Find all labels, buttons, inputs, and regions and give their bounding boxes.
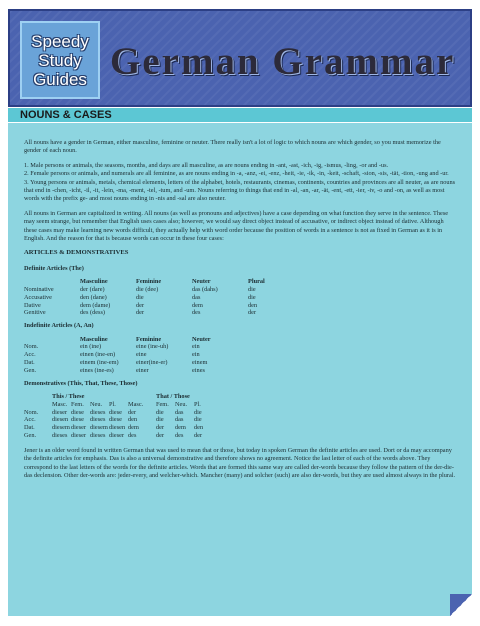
table-cell: eine (ine-uh) bbox=[136, 343, 169, 351]
section-band-label: NOUNS & CASES bbox=[20, 109, 112, 121]
table-header: Feminine bbox=[136, 335, 162, 343]
table-cell: Gen. bbox=[24, 366, 37, 374]
table-cell: einer(ine-er) bbox=[136, 359, 168, 367]
table-cell bbox=[24, 401, 52, 409]
table-header-row bbox=[24, 336, 248, 344]
table-row bbox=[24, 343, 248, 351]
table-row bbox=[24, 286, 308, 294]
table-cell: dieser bbox=[71, 432, 87, 440]
demonstratives-table bbox=[24, 393, 213, 440]
table-cell: dem bbox=[192, 301, 203, 309]
header-banner bbox=[8, 9, 472, 107]
table-row bbox=[24, 416, 213, 424]
demonstratives-title: Demonstratives (This, That, These, Those) bbox=[24, 379, 138, 387]
table-row bbox=[24, 424, 213, 432]
table-cell: ein (ine) bbox=[80, 343, 102, 351]
table-cell: des bbox=[128, 432, 137, 440]
group-header-that-those: That / Those bbox=[156, 393, 190, 401]
table-cell: diese bbox=[109, 408, 122, 416]
table-cell: diesem bbox=[90, 424, 108, 432]
definite-articles-title: Definite Articles (The) bbox=[24, 264, 84, 272]
table-row bbox=[24, 409, 213, 417]
table-cell: einer bbox=[136, 366, 149, 374]
table-cell: der (dare) bbox=[80, 286, 105, 294]
table-cell: dem bbox=[128, 424, 139, 432]
table-cell: den (dane) bbox=[80, 293, 107, 301]
table-row bbox=[24, 302, 308, 310]
logo-line-1: Speedy bbox=[31, 31, 89, 51]
table-cell: die bbox=[194, 416, 202, 424]
table-row bbox=[24, 294, 308, 302]
table-cell: des bbox=[175, 432, 184, 440]
table-cell: den bbox=[128, 416, 138, 424]
table-cell: der bbox=[156, 432, 165, 440]
intro-rule-1: 1. Male persons or animals, the seasons, months, and days are all masculine, as are nouns ending in -ant, -ast, -ich, -ig, -ismus, -ling, -or and -us. bbox=[24, 161, 389, 169]
table-cell: der bbox=[248, 309, 257, 317]
table-row bbox=[24, 309, 308, 317]
table-cell: die bbox=[156, 416, 164, 424]
table-header: Fem. bbox=[71, 400, 84, 408]
intro-rule-2: 2. Female persons or animals, and numerals are all feminine, as are nouns ending in -a, -anz, -ei, -enz, -heit, -ie, -ik, -in, -keit, -schaft, -sion, -sis, -tät, -tion, -ung and -ur. bbox=[24, 170, 449, 178]
table-cell: Dat. bbox=[24, 359, 35, 367]
table-header: Pl. bbox=[194, 400, 201, 408]
table-row bbox=[24, 359, 248, 367]
table-cell: das bbox=[175, 416, 184, 424]
table-cell: diese bbox=[109, 416, 122, 424]
table-cell: die bbox=[194, 408, 202, 416]
content bbox=[24, 139, 458, 486]
articles-section-title: ARTICLES & DEMONSTRATIVES bbox=[24, 249, 129, 257]
table-header: Neu. bbox=[90, 400, 103, 408]
table-row bbox=[24, 351, 248, 359]
definite-articles-table bbox=[24, 278, 308, 317]
table-header: Feminine bbox=[136, 278, 162, 286]
intro-rule-3: 3. Young persons or animals, metals, chemical elements, letters of the alphabet, hotels, restaurants, cinemas, continents, countries and provinces are all neuter, as are nouns that end in -chen, -icht, -il, -it, -lein, -ma, -ment, -tel, -tum, and -um. Nouns referring to things that end in -al, -an, -ar, -ät, -ent, -ett, -ier, -iv, -o and -on, as well as most words with the prefix ge- and most nouns ending in -nis and -sal are also neuter. bbox=[24, 178, 456, 203]
table-cell: den bbox=[194, 424, 204, 432]
table-cell: dieser bbox=[109, 432, 125, 440]
table-cell bbox=[24, 393, 52, 401]
table-cell: dem bbox=[175, 424, 186, 432]
table-header bbox=[24, 336, 80, 344]
table-header bbox=[24, 278, 80, 286]
table-cell: eines bbox=[192, 366, 205, 374]
table-header: Neuter bbox=[192, 278, 211, 286]
table-cell: einen (ine-en) bbox=[80, 351, 116, 359]
table-cell: Nominative bbox=[24, 286, 54, 294]
closing-paragraph: Jener is an older word found in written German that was used to mean that or those, but today in spoken German the definite articles are used. Dort or da may accompany the definite articles for emphasis. Das is also a universal demonstrative and therefore shows no agreement. Notice the last letter of each of the words above. They correspond to the last letters of the words for the definite articles. Words that are formed this same way are called der-words because they follow the pattern of the der-die-das declension. Other der-words are: jeder-every, and welcher-which. Mancher (many) and solcher (such) are also der-words, but they are used almost always in the plural. bbox=[24, 446, 456, 480]
page-title: German Grammar bbox=[110, 40, 456, 83]
logo-line-2: Study bbox=[38, 50, 82, 70]
table-header: Fem. bbox=[156, 400, 169, 408]
table-cell: die bbox=[248, 286, 256, 294]
table-cell: diesem bbox=[52, 424, 70, 432]
table-cell: ein bbox=[192, 351, 200, 359]
table-cell: der bbox=[156, 424, 165, 432]
table-header-row bbox=[24, 401, 213, 409]
table-cell: ein bbox=[192, 343, 200, 351]
table-cell: einem bbox=[192, 359, 208, 367]
table-cell: Nom. bbox=[24, 408, 39, 416]
table-cell: dieses bbox=[90, 432, 106, 440]
table-cell: des bbox=[192, 309, 201, 317]
table-cell: der bbox=[136, 301, 145, 309]
folded-corner bbox=[450, 594, 472, 616]
table-cell: diese bbox=[71, 408, 84, 416]
table-header: Masc. bbox=[52, 400, 68, 408]
table-cell: das (dahs) bbox=[192, 286, 218, 294]
table-cell: eine bbox=[136, 351, 147, 359]
table-cell: dieses bbox=[52, 432, 68, 440]
table-cell: Accusative bbox=[24, 293, 52, 301]
table-cell: Nom. bbox=[24, 343, 39, 351]
table-cell: Gen. bbox=[24, 432, 37, 440]
table-cell: des (dess) bbox=[80, 309, 106, 317]
table-cell: Acc. bbox=[24, 351, 36, 359]
table-header: Plural bbox=[248, 278, 265, 286]
table-header: Pl. bbox=[109, 400, 116, 408]
group-header-this-these: This / These bbox=[52, 393, 85, 401]
intro-paragraph-cases: All nouns in German are capitalized in writing. All nouns (as well as pronouns and adjectives) have a case depending on what function they serve in the sentence. These may seem strange, but remember that English uses cases also; however, we would say direct object instead of accusative, or indirect object instead of dative. Although these cases may make learning new words difficult, they actually help with word order because the position of words in a sentence is not as fixed in German as it is in English. And the reason for that is because words can occur in these four cases: bbox=[24, 209, 449, 243]
table-cell: der bbox=[128, 408, 137, 416]
table-cell: das bbox=[175, 408, 184, 416]
content-panel bbox=[8, 123, 472, 616]
table-cell: Dat. bbox=[24, 424, 35, 432]
indefinite-articles-table bbox=[24, 336, 248, 375]
table-cell: den bbox=[248, 301, 258, 309]
table-header-row bbox=[24, 278, 308, 286]
intro-paragraph-1: All nouns have a gender in German, either masculine, feminine or neuter. There really isn't a lot of logic to which nouns are which gender, so you must memorize the gender of each noun. bbox=[24, 139, 441, 155]
table-cell: Acc. bbox=[24, 416, 36, 424]
table-cell: dieser bbox=[52, 408, 68, 416]
table-cell: dieser bbox=[71, 424, 87, 432]
table-cell: die bbox=[248, 293, 256, 301]
table-cell: Genitive bbox=[24, 309, 46, 317]
table-header: Neuter bbox=[192, 335, 211, 343]
table-cell: diese bbox=[71, 416, 84, 424]
table-cell: dem (dame) bbox=[80, 301, 111, 309]
table-header: Masculine bbox=[80, 278, 108, 286]
table-row bbox=[24, 367, 248, 375]
section-band bbox=[8, 108, 472, 122]
table-cell: die bbox=[136, 293, 144, 301]
table-header: Masculine bbox=[80, 335, 108, 343]
table-cell: die bbox=[156, 408, 164, 416]
table-cell: dieses bbox=[90, 408, 106, 416]
table-group-row bbox=[24, 393, 213, 401]
table-cell: einem (ine-em) bbox=[80, 359, 119, 367]
logo bbox=[20, 21, 100, 99]
table-cell: dieses bbox=[90, 416, 106, 424]
table-cell bbox=[128, 393, 156, 401]
table-cell: eines (ine-es) bbox=[80, 366, 114, 374]
indefinite-articles-title: Indefinite Articles (A, An) bbox=[24, 322, 94, 330]
table-cell: Dative bbox=[24, 301, 41, 309]
table-cell: diesen bbox=[109, 424, 126, 432]
table-cell: der bbox=[136, 309, 145, 317]
table-cell: diesen bbox=[52, 416, 69, 424]
table-cell: die (dee) bbox=[136, 286, 159, 294]
table-cell: das bbox=[192, 293, 201, 301]
table-header: Neu. bbox=[175, 400, 188, 408]
table-header: Masc. bbox=[128, 400, 144, 408]
table-cell: der bbox=[194, 432, 203, 440]
logo-line-3: Guides bbox=[33, 69, 87, 89]
table-row bbox=[24, 432, 213, 440]
